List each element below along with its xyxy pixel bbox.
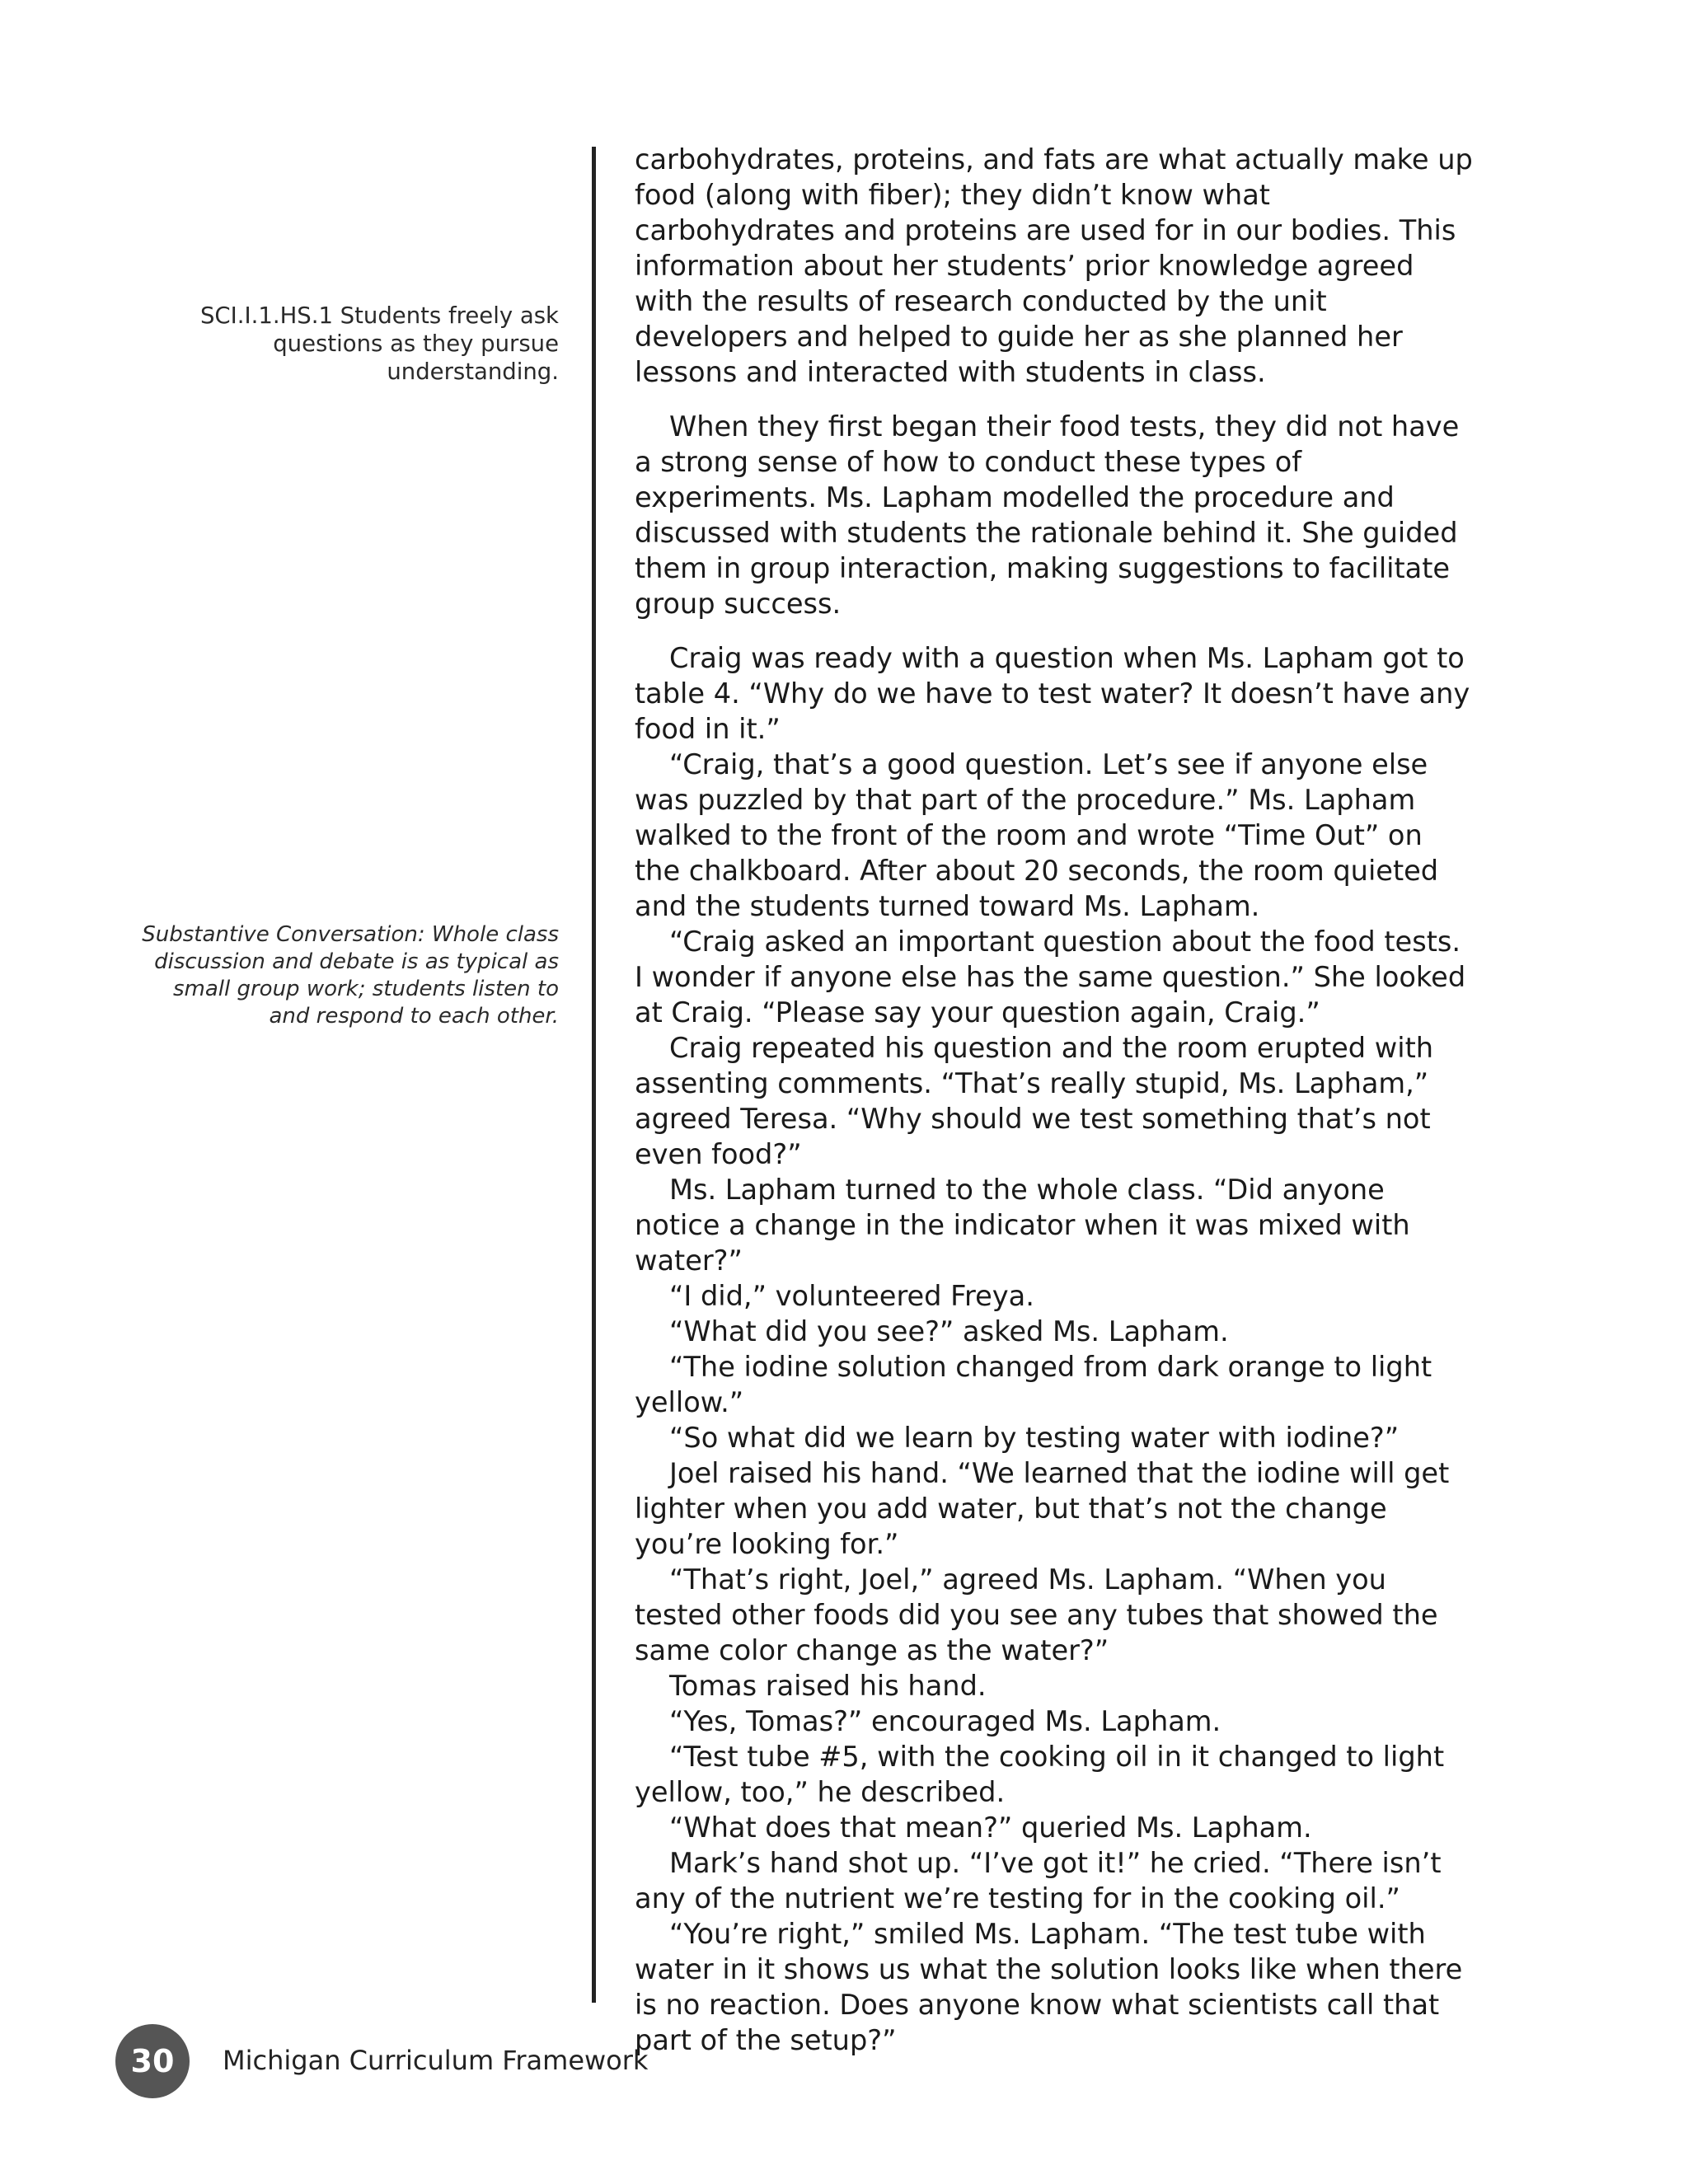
paragraph: “Test tube #5, with the cooking oil in it changed to light yellow, too,” he described. — [635, 1741, 1445, 1808]
paragraph: Tomas raised his hand. — [669, 1670, 987, 1702]
paragraph: “Yes, Tomas?” encouraged Ms. Lapham. — [669, 1705, 1221, 1737]
paragraph: “Craig, that’s a good question. Let’s see if anyone else was puzzled by that part of the procedure.” Ms. Lapham walked to the front of the room and wrote “Time Out” on the chalkboard. After about 20 seconds, the room quieted and the students turned toward Ms. Lapham. — [635, 748, 1439, 922]
paragraph: Craig was ready with a question when Ms. Lapham got to table 4. “Why do we have to test water? It doesn’t have any food in it.” — [635, 642, 1470, 745]
paragraph: “Craig asked an important question about the food tests. I wonder if anyone else has the same question.” She looked at Craig. “Please say your question again, Craig.” — [635, 926, 1466, 1029]
paragraph: “The iodine solution changed from dark orange to light yellow.” — [635, 1351, 1432, 1418]
footer-title: Michigan Curriculum Framework — [223, 2045, 649, 2076]
substantive-conversation-note: Substantive Conversation: Whole class discussion and debate is as typical as small group work; students listen to and respond to each other. — [142, 922, 559, 1029]
paragraph: When they first began their food tests, they did not have a strong sense of how to conduct these types of experiments. Ms. Lapham modelled the procedure and discussed with students the rationale behind it. She guided them in group interaction, making suggestions to facilitate group success. — [635, 410, 1460, 620]
paragraph: Craig repeated his question and the room erupted with assenting comments. “That’s really stupid, Ms. Lapham,” agreed Teresa. “Why should we test something that’s not even food?” — [635, 1032, 1434, 1170]
main-body-text — [635, 142, 1475, 2058]
paragraph: “You’re right,” smiled Ms. Lapham. “The test tube with water in it shows us what the solution looks like when there is no reaction. Does anyone know what scientists call that part of the setup?” — [635, 1918, 1463, 2056]
page-number-badge: 30 — [115, 2024, 190, 2098]
paragraph: Ms. Lapham turned to the whole class. “Did anyone notice a change in the indicator when it was mixed with water?” — [635, 1174, 1410, 1277]
paragraph: “So what did we learn by testing water with iodine?” — [669, 1422, 1400, 1454]
paragraph: “What did you see?” asked Ms. Lapham. — [669, 1315, 1229, 1347]
paragraph: carbohydrates, proteins, and fats are what actually make up food (along with fiber); they didn’t know what carbohydrates and proteins are used for in our bodies. This information about her students’ prior knowledge agreed with the results of research conducted by the unit developers and helped to guide her as she planned her lessons and interacted with students in class. — [635, 143, 1473, 388]
paragraph: Joel raised his hand. “We learned that the iodine will get lighter when you add water, but that’s not the change you’re looking for.” — [635, 1457, 1450, 1560]
standard-margin-note: SCI.I.1.HS.1 Students freely ask questions as they pursue understanding. — [199, 302, 559, 385]
paragraph: “I did,” volunteered Freya. — [669, 1280, 1034, 1312]
column-divider — [592, 147, 596, 2003]
paragraph: Mark’s hand shot up. “I’ve got it!” he cried. “There isn’t any of the nutrient we’re testing for in the cooking oil.” — [635, 1847, 1442, 1915]
paragraph: “What does that mean?” queried Ms. Lapham. — [669, 1811, 1312, 1844]
paragraph: “That’s right, Joel,” agreed Ms. Lapham. “When you tested other foods did you see any tubes that showed the same color change as the water?” — [635, 1563, 1438, 1666]
